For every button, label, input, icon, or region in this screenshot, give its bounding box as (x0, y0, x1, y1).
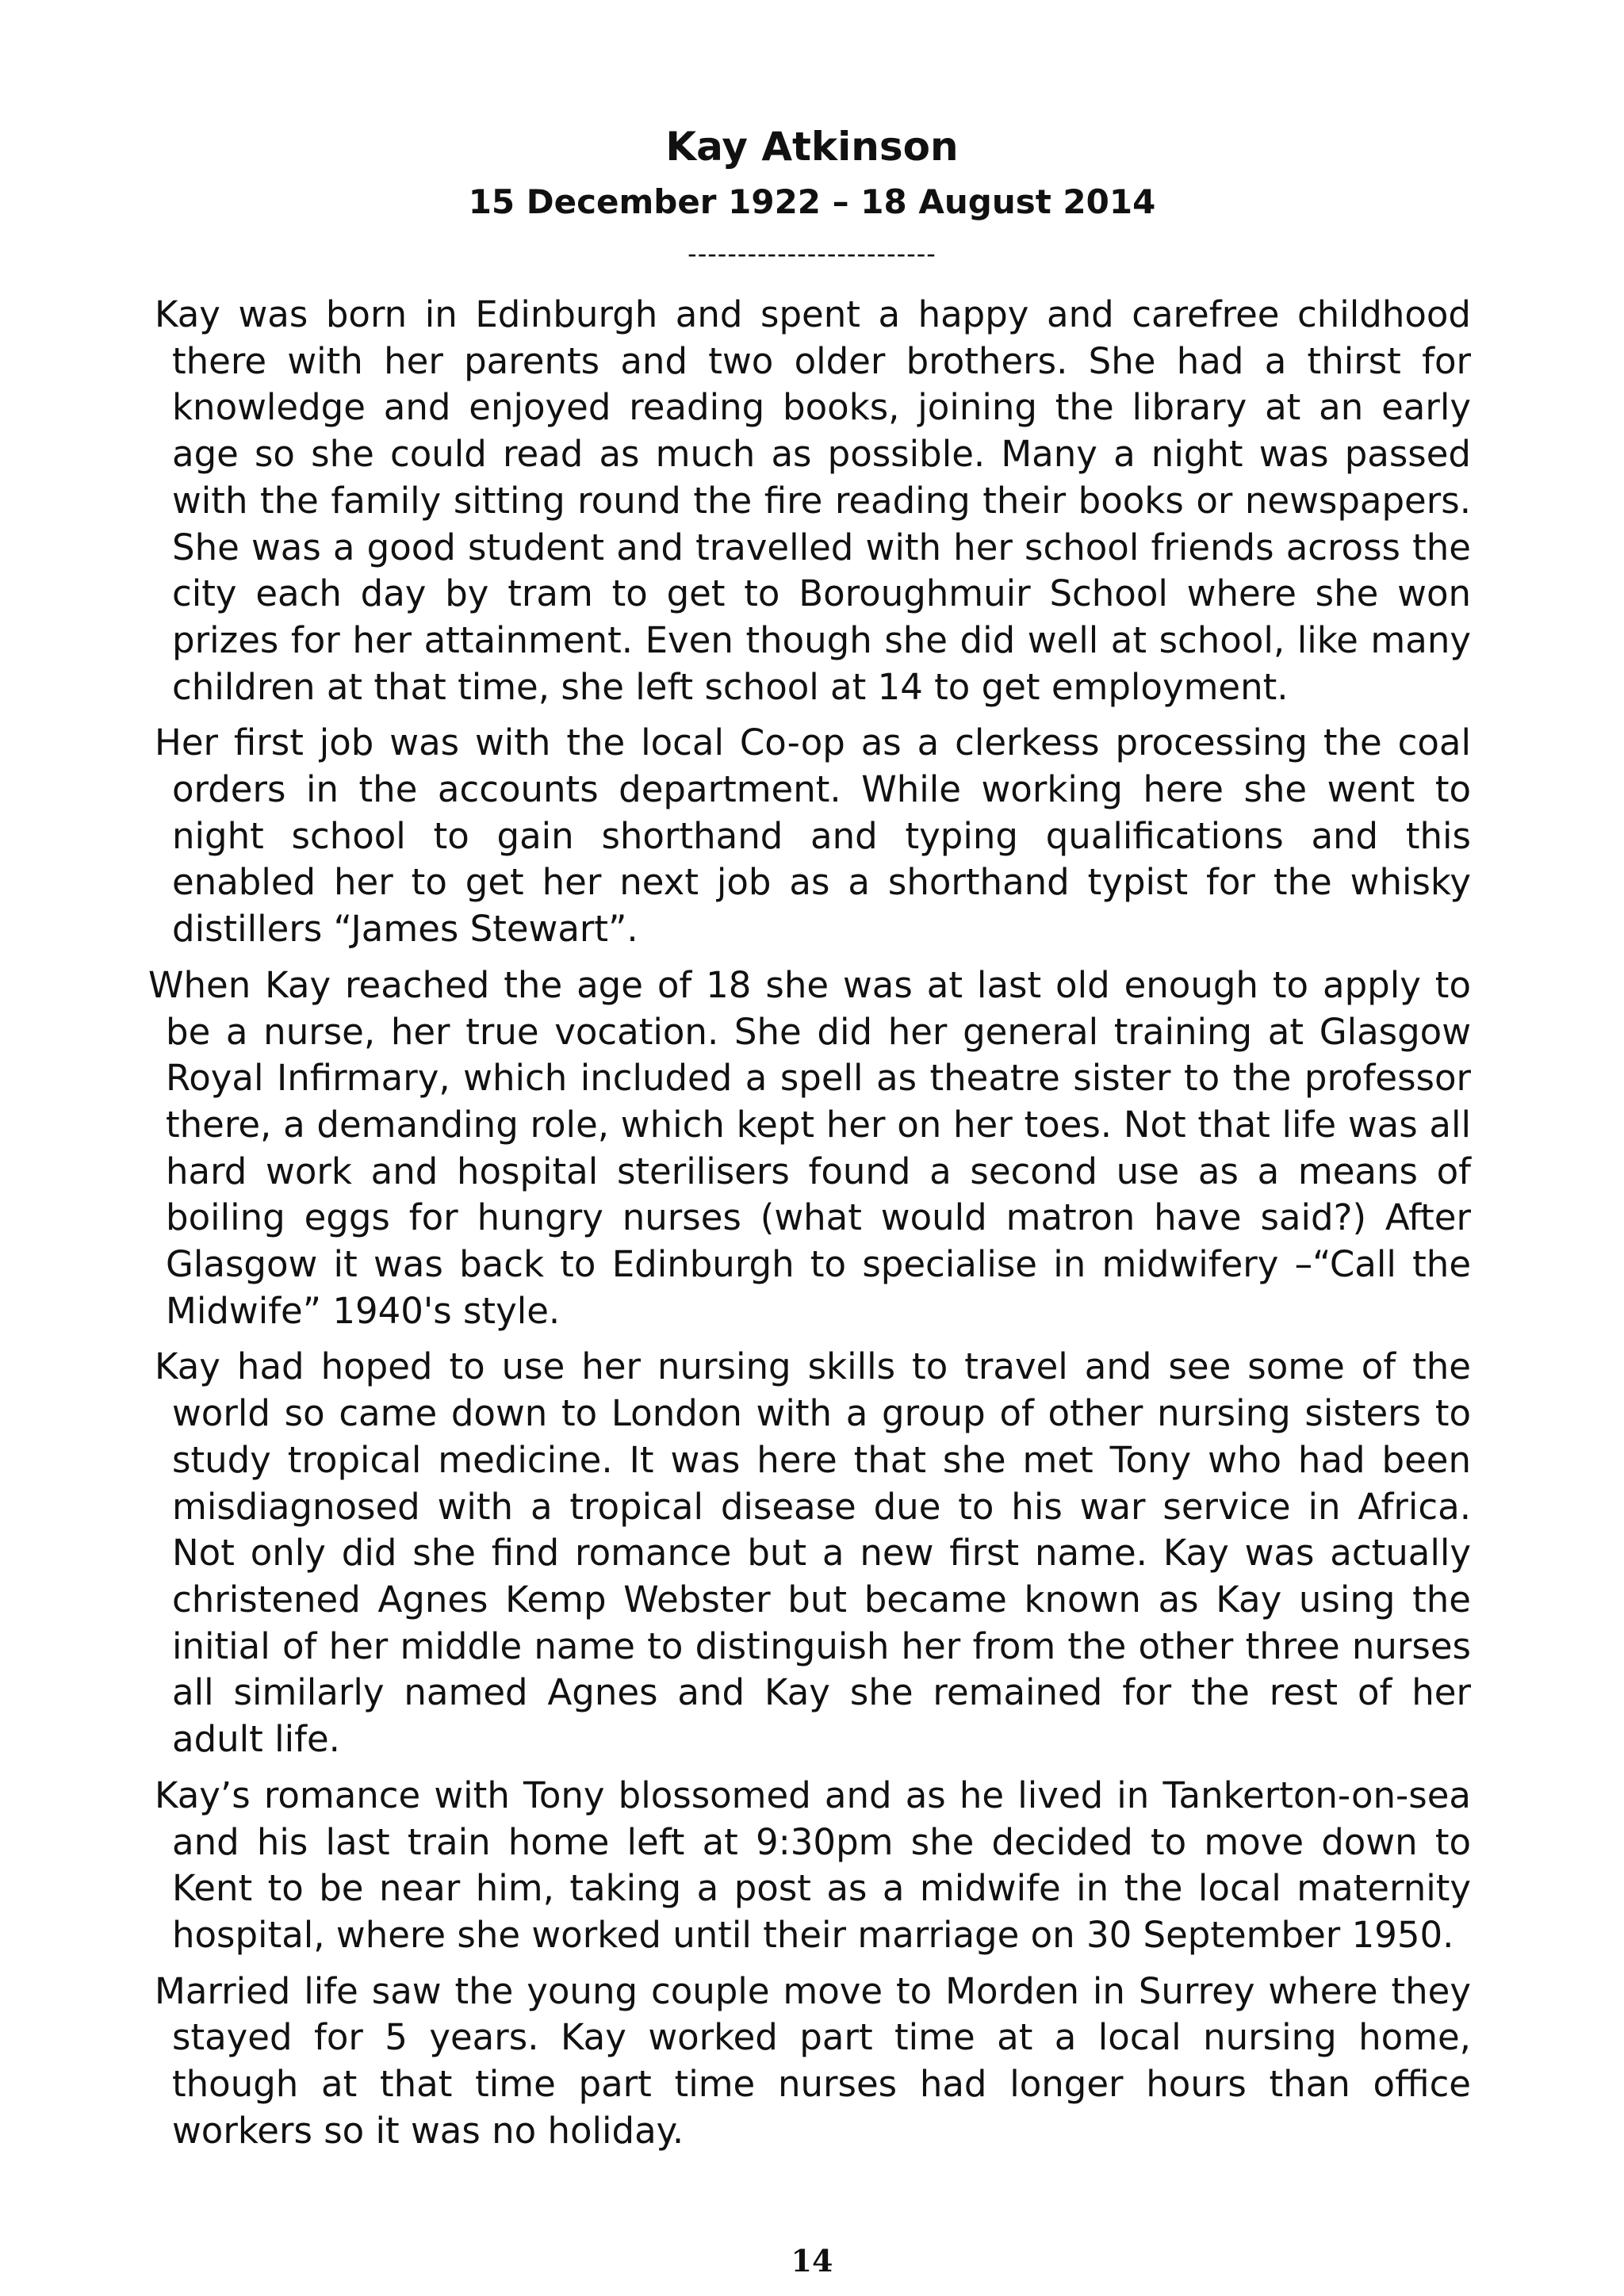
paragraph-nursing: When Kay reached the age of 18 she was at last old enough to apply to be a nurse, her true vocation. She did her general training at Glasgow Royal Infirmary, which included a spell as theatre sister to the professor there, a demanding role, which kept her on her toes. Not that life was all hard work and hospital sterilisers found a second use as a means of boiling eggs for hungry nurses (what would matron have said?) After Glasgow it was back to Edinburgh to specialise in midwifery –“Call the Midwife” 1940's style. (148, 963, 1471, 1332)
paragraph-london: Kay had hoped to use her nursing skills to travel and see some of the world so came down to London with a group of other nursing sisters to study tropical medicine. It was here that she met Tony who had been misdiagnosed with a tropical disease due to his war service in Africa. Not only did she find romance but a new first name. Kay was actually christened Agnes Kemp Webster but became known as Kay using the initial of her middle name to distinguish her from the other three nurses all similarly named Agnes and Kay she remained for the rest of her adult life. (155, 1345, 1471, 1761)
dashed-divider: ------------------------- (688, 239, 936, 269)
page-title: Kay Atkinson (665, 124, 959, 170)
paragraph-first-job: Her first job was with the local Co-op as a clerkess processing the coal orders in the accounts department. While working here she went to night school to gain shorthand and typing qualifications and this enabled her to get her next job as a shorthand typist for the whisky distillers “James Stewart”. (155, 721, 1471, 951)
page-number: 14 (791, 2243, 833, 2279)
life-dates: 15 December 1922 – 18 August 2014 (468, 182, 1156, 221)
paragraph-romance: Kay’s romance with Tony blossomed and as he lived in Tankerton-on-sea and his last train home left at 9:30pm she decided to move down to Kent to be near him, taking a post as a midwife in the local maternity hospital, where she worked until their marriage on 30 September 1950. (155, 1774, 1471, 1956)
biography-text (148, 292, 1471, 2164)
paragraph-childhood: Kay was born in Edinburgh and spent a happy and carefree childhood there with her parents and two older brothers. She had a thirst for knowledge and enjoyed reading books, joining the library at an early age so she could read as much as possible. Many a night was passed with the family sitting round the fire reading their books or newspapers. She was a good student and travelled with her school friends across the city each day by tram to get to Boroughmuir School where she won prizes for her attainment. Even though she did well at school, like many children at that time, she left school at 14 to get employment. (155, 293, 1471, 708)
paragraph-married-life: Married life saw the young couple move to Morden in Surrey where they stayed for 5 years. Kay worked part time at a local nursing home, though at that time part time nurses had longer hours than office workers so it was no holiday. (155, 1969, 1471, 2152)
